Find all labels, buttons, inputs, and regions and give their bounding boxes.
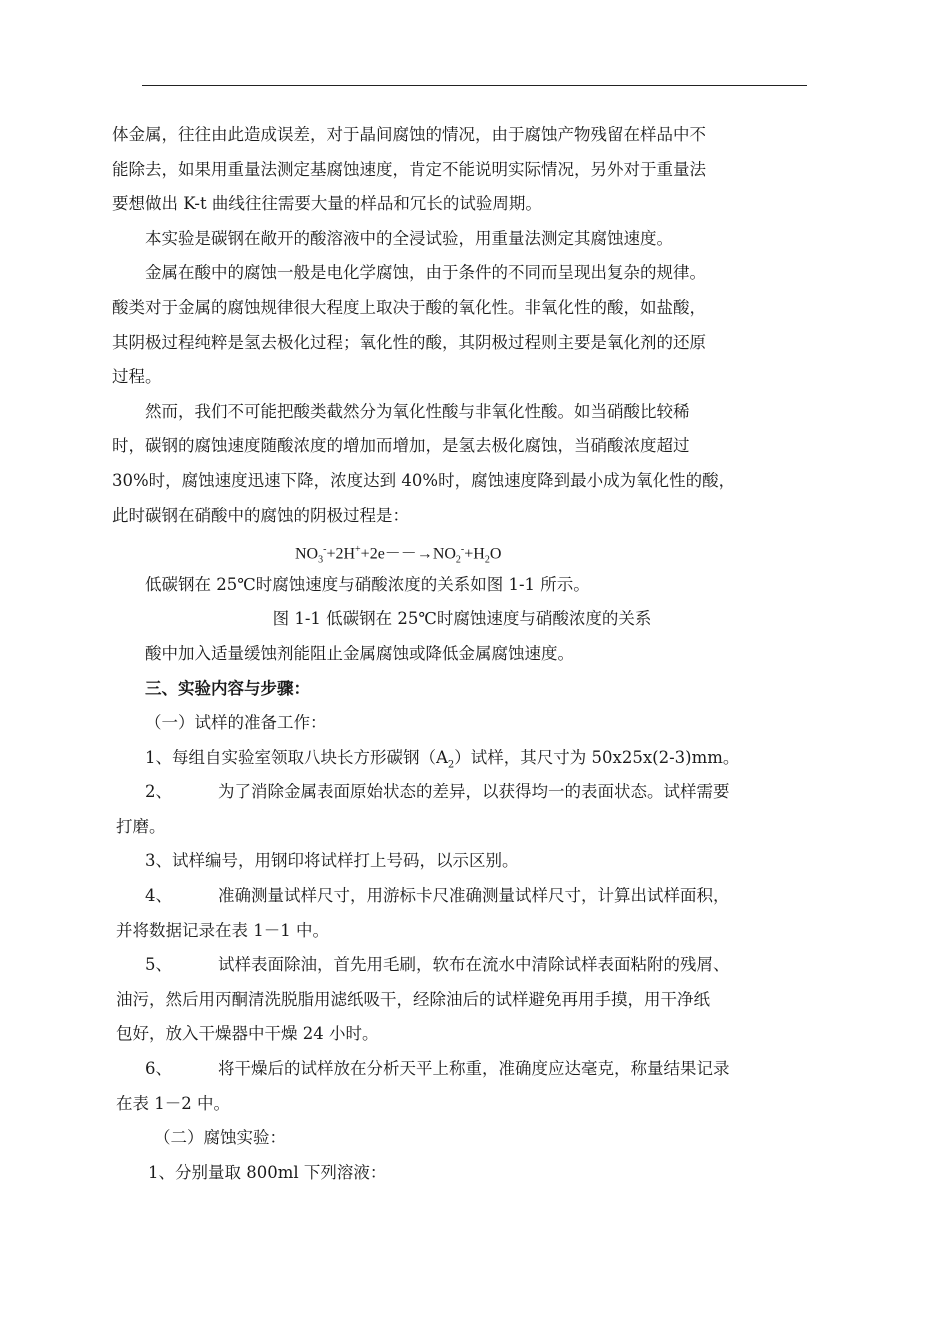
step-number: 6、: [145, 1059, 172, 1079]
paragraph-line: 酸类对于金属的腐蚀规律很大程度上取决于酸的氧化性。非氧化性的酸，如盐酸，: [112, 297, 706, 317]
section-title: 三、实验内容与步骤：: [145, 678, 310, 698]
paragraph-line: 然而，我们不可能把酸类截然分为氧化性酸与非氧化性酸。如当硝酸比较稀: [145, 401, 690, 421]
paragraph-line: 金属在酸中的腐蚀一般是电化学腐蚀，由于条件的不同而呈现出复杂的规律。: [145, 263, 706, 283]
step-5-cont: 包好，放入干燥器中干燥 24 小时。: [116, 1024, 379, 1044]
formula-sub: 2: [455, 554, 461, 566]
formula-part: +2H: [326, 545, 356, 563]
paragraph-line: 此时碳钢在硝酸中的腐蚀的阴极过程是：: [112, 505, 409, 525]
paragraph-line: 过程。: [112, 367, 162, 387]
step-number: 2、: [145, 782, 172, 802]
step-5: [112, 948, 812, 983]
formula-part: NO: [295, 545, 319, 563]
formula-sup: -: [323, 544, 327, 556]
formula-part: O: [489, 545, 502, 563]
figure-caption: 图 1-1 低碳钢在 25℃时腐蚀速度与硝酸浓度的关系: [272, 609, 652, 629]
step-sub: 2: [447, 758, 455, 770]
step-number: 4、: [145, 886, 172, 906]
step-6: [112, 1052, 812, 1087]
paragraph-line: 酸中加入适量缓蚀剂能阻止金属腐蚀或降低金属腐蚀速度。: [145, 643, 574, 663]
step-4: [112, 879, 812, 914]
step-5-cont: 油污，然后用丙酮清洗脱脂用滤纸吸干，经除油后的试样避免再用手摸，用干净纸: [116, 989, 710, 1009]
step-3: 3、试样编号，用钢印将试样打上号码，以示区别。: [145, 851, 519, 871]
formula-sub: 3: [318, 554, 324, 566]
paragraph-line: 30%时，腐蚀速度迅速下降，浓度达到 40%时，腐蚀速度降到最小成为氧化性的酸，: [112, 470, 736, 490]
paragraph-line: 时，碳钢的腐蚀速度随酸浓度的增加而增加，是氢去极化腐蚀，当硝酸浓度超过: [112, 436, 690, 456]
step-text: 准确测量试样尺寸，用游标卡尺准确测量试样尺寸，计算出试样面积，: [218, 886, 730, 906]
step-2-cont: 打磨。: [116, 816, 166, 836]
document-body: [112, 118, 812, 1190]
step-number: 5、: [145, 955, 172, 975]
step-text: ）试样，其尺寸为 50x25x(2-3)mm。: [454, 747, 740, 767]
step-6-cont: 在表 1－2 中。: [116, 1093, 230, 1113]
step-2: [112, 775, 812, 810]
formula-arrow: －－→: [384, 545, 433, 563]
chemical-equation: [112, 533, 812, 568]
step-1: 1、分别量取 800ml 下列溶液：: [148, 1162, 387, 1182]
subsection-title: （二）腐蚀实验：: [154, 1128, 286, 1148]
step-text: 为了消除金属表面原始状态的差异，以获得均一的表面状态。试样需要: [218, 782, 730, 802]
formula-part: NO: [432, 545, 456, 563]
step-text: 1、每组自实验室领取八块长方形碳钢（A: [145, 747, 448, 767]
paragraph-line: 要想做出 K-t 曲线往往需要大量的样品和冗长的试验周期。: [112, 194, 542, 214]
formula-sub: 2: [484, 554, 490, 566]
formula-sup: +: [355, 544, 361, 556]
formula-part: +2e: [360, 545, 385, 563]
paragraph-line: 低碳钢在 25℃时腐蚀速度与硝酸浓度的关系如图 1-1 所示。: [145, 574, 590, 594]
formula-sup: -: [460, 544, 465, 556]
paragraph-line: 能除去，如果用重量法测定基腐蚀速度，肯定不能说明实际情况，另外对于重量法: [112, 159, 706, 179]
subsection-title: （一）试样的准备工作：: [145, 713, 327, 733]
step-text: 试样表面除油，首先用毛刷，软布在流水中清除试样表面粘附的残屑、: [218, 955, 730, 975]
paragraph-line: 本实验是碳钢在敞开的酸溶液中的全浸试验，用重量法测定其腐蚀速度。: [145, 228, 673, 248]
step-4-cont: 并将数据记录在表 1－1 中。: [116, 920, 329, 940]
step-1: [112, 741, 812, 776]
header-rule: [142, 85, 807, 86]
paragraph-line: 其阴极过程纯粹是氢去极化过程；氧化性的酸，其阴极过程则主要是氧化剂的还原: [112, 332, 706, 352]
paragraph-line: 体金属，往往由此造成误差，对于晶间腐蚀的情况，由于腐蚀产物残留在样品中不: [112, 125, 706, 144]
step-text: 将干燥后的试样放在分析天平上称重，准确度应达毫克，称量结果记录: [218, 1059, 730, 1079]
formula-part: +H: [464, 545, 485, 563]
